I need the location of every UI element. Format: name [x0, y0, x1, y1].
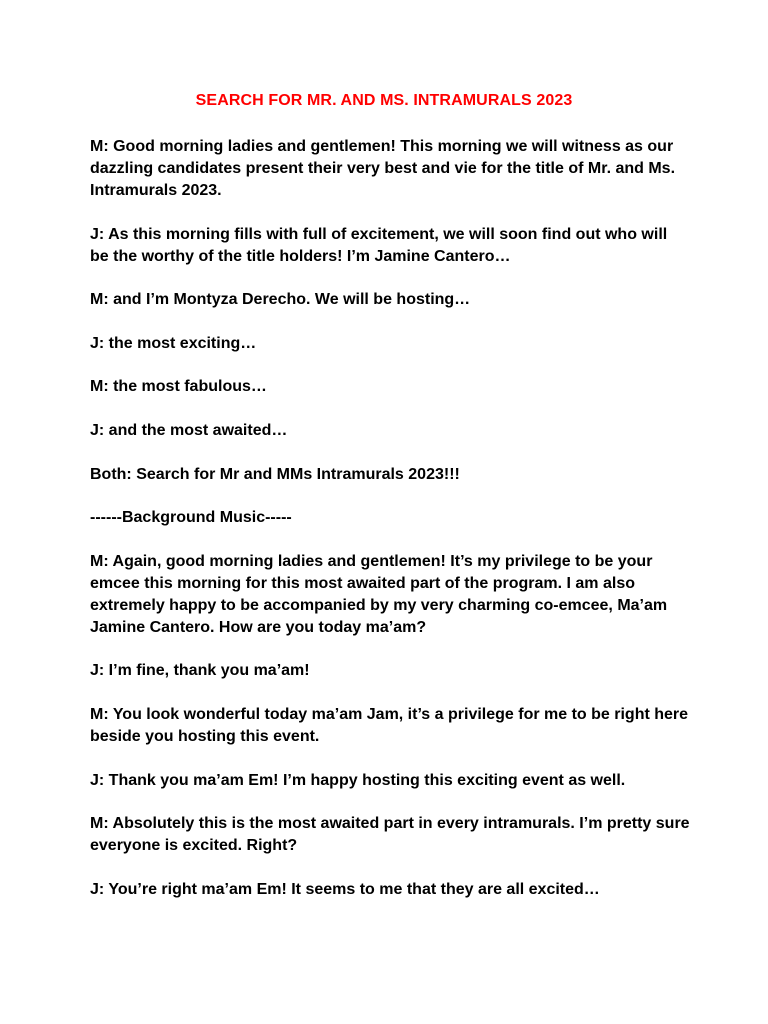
paragraph-13: M: Absolutely this is the most awaited part in every intramurals. I’m pretty sure everyone is excited. Right?	[90, 815, 690, 855]
paragraph-14: J: You’re right ma’am Em! It seems to me that they are all excited…	[90, 880, 600, 898]
paragraph-10: J: I’m fine, thank you ma’am!	[90, 662, 310, 680]
script-body	[90, 136, 690, 922]
paragraph-12: J: Thank you ma’am Em! I’m happy hosting this exciting event as well.	[90, 771, 626, 789]
paragraph-9: M: Again, good morning ladies and gentlemen! It’s my privilege to be your emcee this morning for this most awaited part of the program. I am also extremely happy to be accompanied by my very charming co-emcee, Ma’am Jamine Cantero. How are you today ma’am?	[90, 552, 668, 636]
paragraph-2: J: As this morning fills with full of excitement, we will soon find out who will be the worthy of the title holders! I’m Jamine Cantero…	[90, 225, 668, 265]
paragraph-1: M: Good morning ladies and gentlemen! This morning we will witness as our dazzling candidates present their very best and vie for the title of Mr. and Ms. Intramurals 2023.	[90, 138, 676, 199]
paragraph-6: J: and the most awaited…	[90, 421, 288, 439]
paragraph-5: M: the most fabulous…	[90, 378, 267, 396]
paragraph-7: Both: Search for Mr and MMs Intramurals 2023!!!	[90, 465, 460, 483]
paragraph-4: J: the most exciting…	[90, 334, 257, 352]
document-title: SEARCH FOR MR. AND MS. INTRAMURALS 2023	[195, 92, 573, 109]
paragraph-11: M: You look wonderful today ma’am Jam, it’s a privilege for me to be right here beside you hosting this event.	[90, 705, 689, 745]
paragraph-8: ------Background Music-----	[90, 509, 292, 527]
paragraph-3: M: and I’m Montyza Derecho. We will be hosting…	[90, 291, 471, 309]
